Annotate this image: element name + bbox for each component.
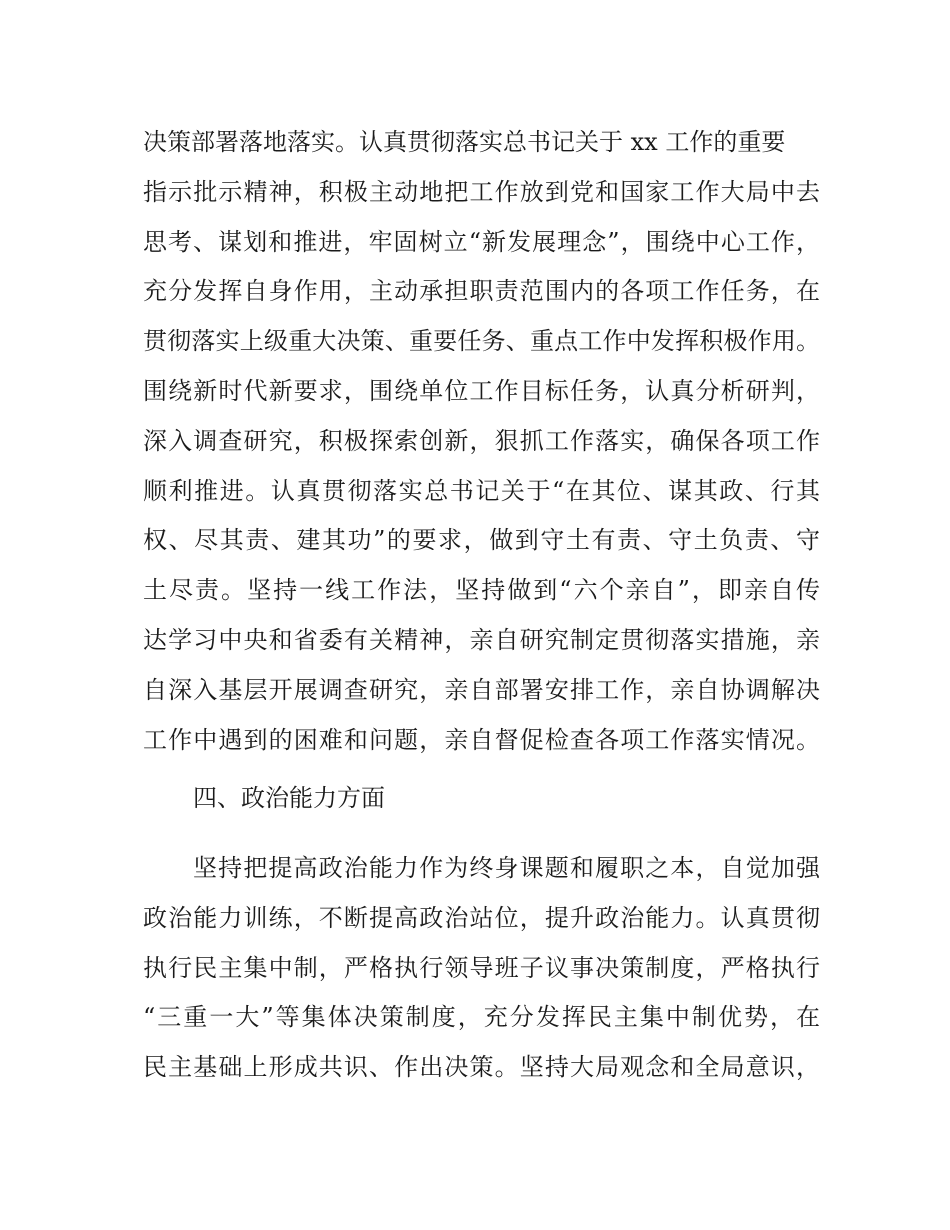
text-line: 民主基础上形成共识、作出决策。坚持大局观念和全局意识，: [143, 1053, 820, 1081]
section-heading-text: 四、政治能力方面: [193, 784, 385, 812]
text-line: 执行民主集中制，严格执行领导班子议事决策制度，严格执行: [143, 953, 820, 982]
text-line: 思考、谋划和推进，牢固树立“新发展理念”，围绕中心工作，: [143, 227, 820, 256]
text-line: 深入调查研究，积极探索创新，狠抓工作落实，确保各项工作: [143, 426, 820, 455]
text-line: 坚持把提高政治能力作为终身课题和履职之本，自觉加强: [193, 854, 820, 882]
text-line: 贯彻落实上级重大决策、重要任务、重点工作中发挥积极作用。: [143, 327, 820, 356]
paragraph-1: [143, 118, 820, 765]
text-line: 指示批示精神，积极主动地把工作放到党和国家工作大局中去: [143, 177, 820, 206]
text-line: 决策部署落地落实。认真贯彻落实总书记关于 xx 工作的重要: [143, 128, 786, 156]
text-line: 自深入基层开展调查研究，亲自部署安排工作，亲自协调解决: [143, 675, 820, 704]
section-heading: [143, 774, 820, 824]
text-line: 达学习中央和省委有关精神，亲自研究制定贯彻落实措施，亲: [143, 625, 820, 654]
text-line: 土尽责。坚持一线工作法，坚持做到“六个亲自”，即亲自传: [143, 576, 820, 605]
paragraph-2: [143, 844, 820, 1093]
text-line: 围绕新时代新要求，围绕单位工作目标任务，认真分析研判，: [143, 376, 820, 405]
text-line: 权、尽其责、建其功”的要求，做到守土有责、守土负责、守: [143, 526, 820, 555]
text-line: 充分发挥自身作用，主动承担职责范围内的各项工作任务，在: [143, 277, 820, 306]
text-line: 顺利推进。认真贯彻落实总书记关于“在其位、谋其政、行其: [143, 476, 820, 505]
text-line: 工作中遇到的困难和问题，亲自督促检查各项工作落实情况。: [143, 725, 820, 754]
text-line: “三重一大”等集体决策制度，充分发挥民主集中制优势，在: [143, 1003, 820, 1032]
text-line: 政治能力训练，不断提高政治站位，提升政治能力。认真贯彻: [143, 903, 820, 932]
